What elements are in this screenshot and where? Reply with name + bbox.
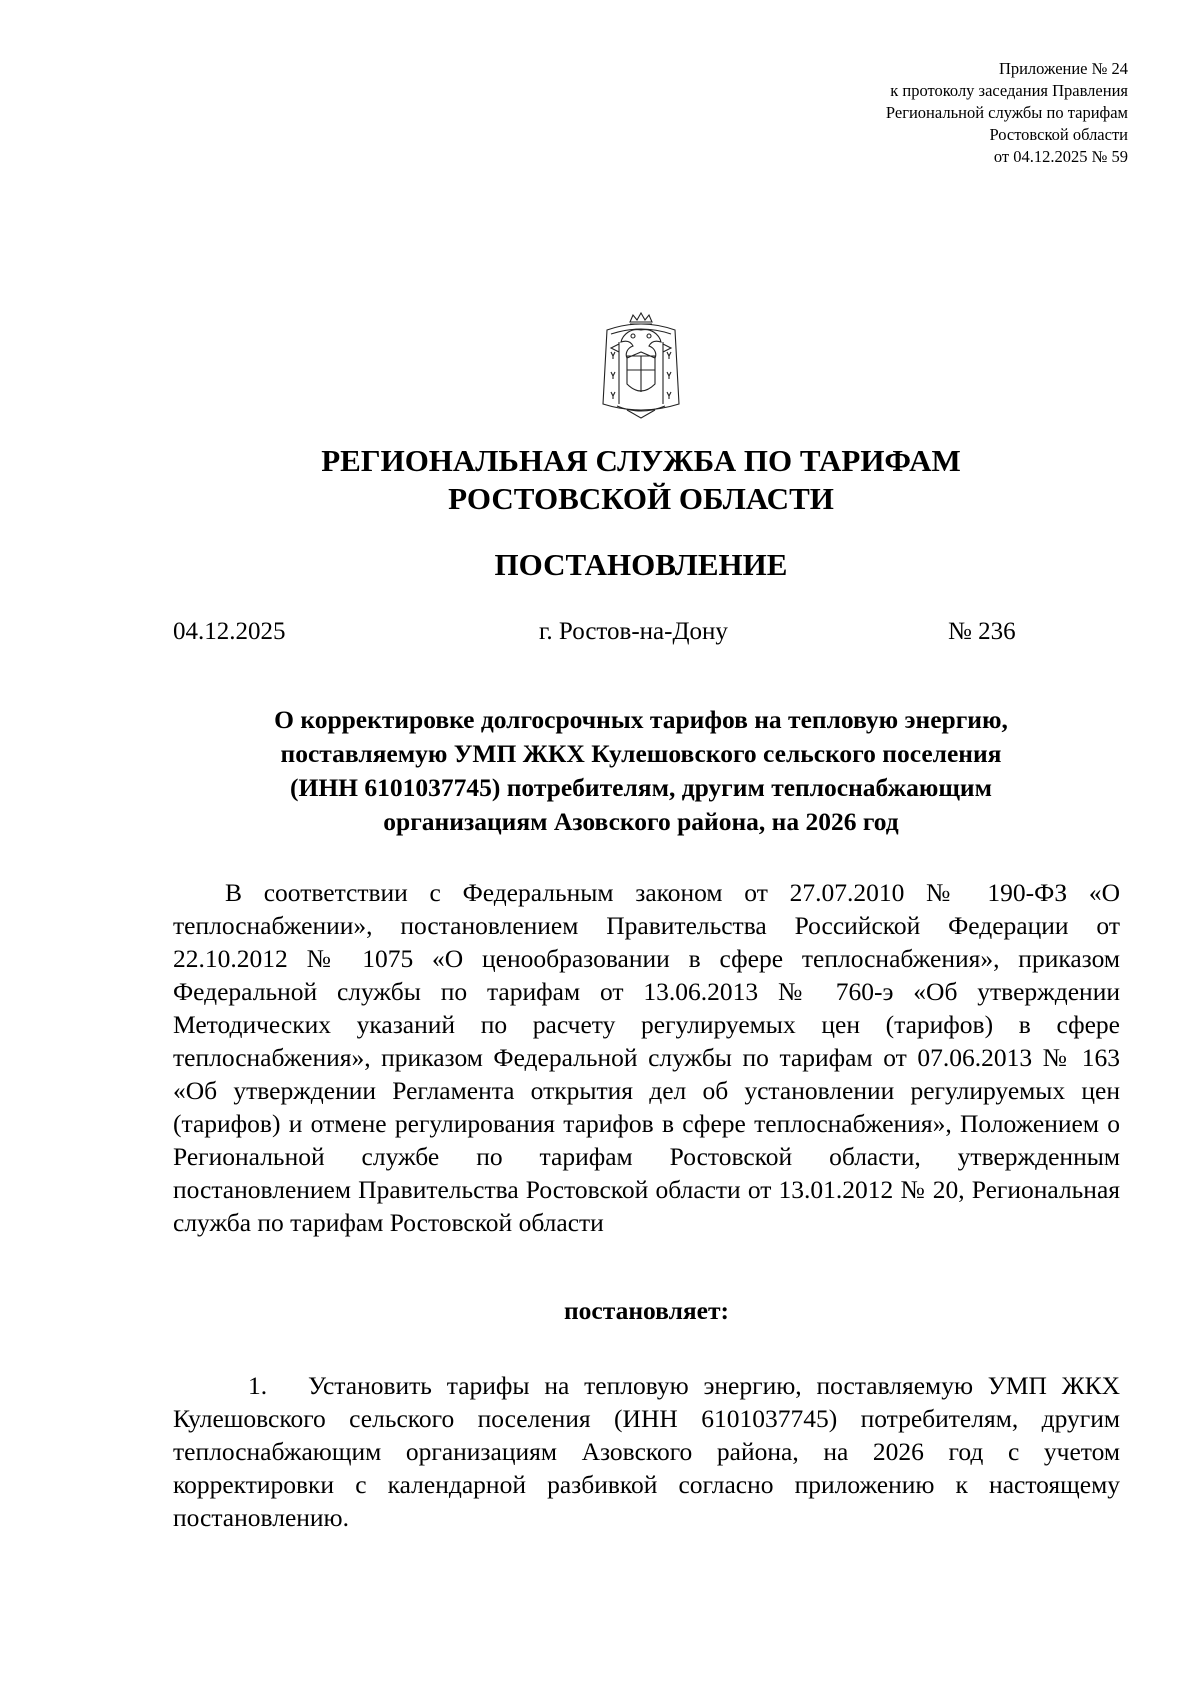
- agency-title-line: РОСТОВСКОЙ ОБЛАСТИ: [448, 481, 834, 516]
- appendix-line: Региональной службы по тарифам: [885, 103, 1128, 122]
- preamble-paragraph: В соответствии с Федеральным законом от 27.07.2010 № 190-ФЗ «О теплоснабжении», постановлением Правительства Российской Федерации от 22.10.2012 № 1075 «О ценообразовании в сфере теплоснабжения», приказом Федеральной службы по тарифам от 13.06.2013 № 760-э «Об утверждении Методических указаний по расчету регулируемых цен (тарифов) в сфере теплоснабжения», приказом Федеральной службы по тарифам от 07.06.2013 № 163 «Об утверждении Регламента открытия дел об установлении регулируемых цен (тарифов) и отмене регулирования тарифов в сфере теплоснабжения», Положением о Региональной службе по тарифам Ростовской области, утвержденным постановлением Правительства Ростовской области от 13.01.2012 № 20, Региональная служба по тарифам Ростовской области: [173, 878, 1120, 1237]
- subject-line: О корректировке долгосрочных тарифов на тепловую энергию,: [274, 705, 1008, 734]
- appendix-line: Ростовской области: [989, 125, 1128, 144]
- document-date: 04.12.2025: [173, 618, 286, 645]
- appendix-line: Приложение № 24: [998, 59, 1128, 78]
- subject-line: поставляемую УМП ЖКХ Кулешовского сельского поселения: [280, 739, 1002, 768]
- document-city: г. Ростов-на-Дону: [539, 618, 728, 645]
- document-meta-row: [0, 614, 1200, 650]
- resolves-heading: постановляет:: [563, 1296, 730, 1325]
- document-type: ПОСТАНОВЛЕНИЕ: [494, 547, 788, 582]
- subject-line: организациям Азовского района, на 2026 год: [383, 807, 899, 836]
- agency-title-line: РЕГИОНАЛЬНАЯ СЛУЖБА ПО ТАРИФАМ: [321, 443, 961, 478]
- document-number: № 236: [948, 618, 1016, 645]
- rostov-oblast-coat-of-arms-icon: [597, 312, 685, 420]
- document-subject: [150, 703, 1132, 839]
- resolution-item-text: Установить тарифы на тепловую энергию, поставляемую УМП ЖКХ Кулешовского сельского поселения (ИНН 6101037745) потребителям, другим теплоснабжающим организациям Азовского района, на 2026 год с учетом корректировки с календарной разбивкой согласно приложению к настоящему постановлению.: [173, 1371, 1120, 1532]
- preamble-section: [173, 876, 1120, 1239]
- resolution-item-paragraph: [173, 1369, 1120, 1534]
- appendix-header: [528, 58, 1128, 168]
- appendix-line: к протоколу заседания Правления: [890, 81, 1128, 100]
- subject-line: (ИНН 6101037745) потребителям, другим теплоснабжающим: [290, 773, 992, 802]
- resolution-item-number: 1.: [248, 1371, 268, 1400]
- appendix-line: от 04.12.2025 № 59: [993, 147, 1128, 166]
- resolution-item: [173, 1369, 1120, 1534]
- agency-title: [150, 442, 1132, 518]
